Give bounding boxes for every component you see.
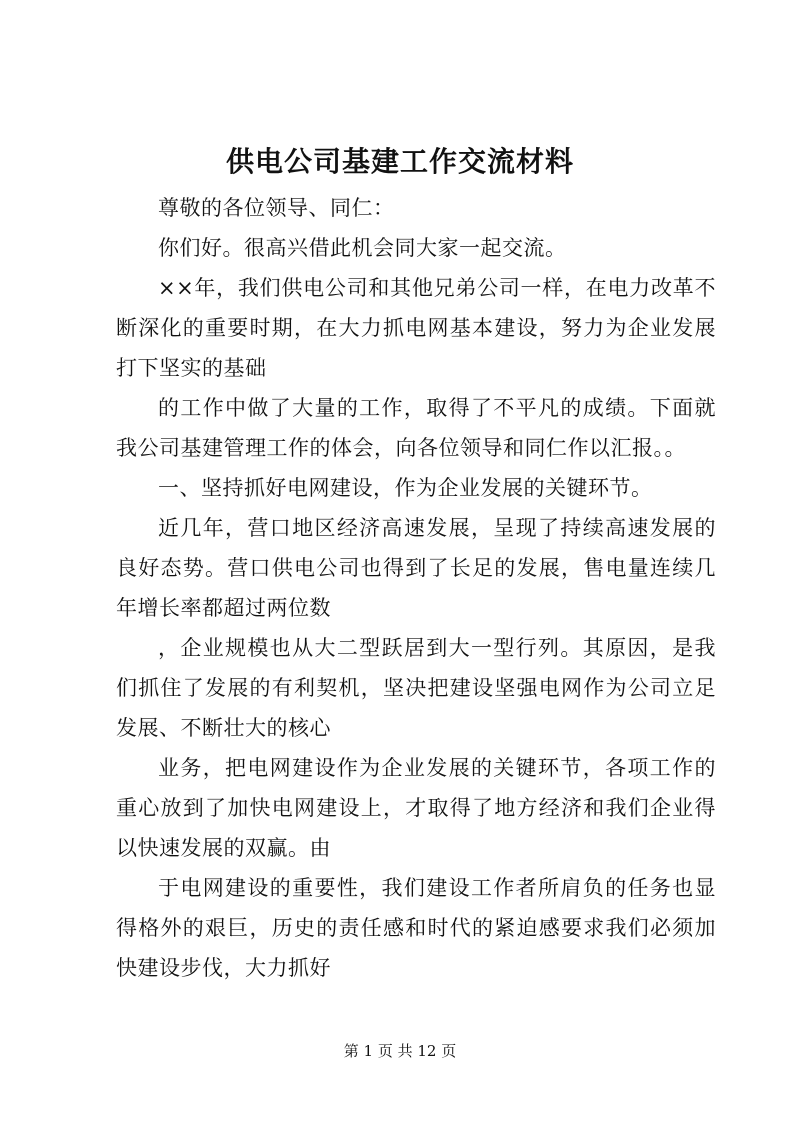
section-heading-1: 一、坚持抓好电网建设，作为企业发展的关键环节。 [158, 476, 653, 500]
paragraph-development: 近几年，营口地区经济高速发展，呈现了持续高速发展的良好态势。营口供电公司也得到了长足的发展，售电量连续几年增长率都超过两位数 [116, 516, 716, 620]
page-number-footer: 第 1 页 共 12 页 [343, 1042, 457, 1060]
paragraph-achievements: 的工作中做了大量的工作，取得了不平凡的成绩。下面就我公司基建管理工作的体会，向各位领导和同仁作以汇报。。 [116, 396, 716, 460]
paragraph-year-summary: ××年，我们供电公司和其他兄弟公司一样，在电力改革不断深化的重要时期，在大力抓电网基本建设，努力为企业发展打下坚实的基础 [116, 276, 716, 380]
document-body [116, 188, 716, 988]
paragraph-opening: 你们好。很高兴借此机会同大家一起交流。 [158, 236, 567, 260]
paragraph-importance: 于电网建设的重要性，我们建设工作者所肩负的任务也显得格外的艰巨，历史的责任感和时代的紧迫感要求我们必须加快建设步伐，大力抓好 [116, 876, 716, 980]
paragraph-scale: ，企业规模也从大二型跃居到大一型行列。其原因，是我们抓住了发展的有利契机，坚决把建设坚强电网作为公司立足发展、不断壮大的核心 [116, 636, 716, 740]
paragraph-greeting: 尊敬的各位领导、同仁： [158, 196, 395, 220]
paragraph-core-business: 业务，把电网建设作为企业发展的关键环节，各项工作的重心放到了加快电网建设上，才取得了地方经济和我们企业得以快速发展的双赢。由 [116, 756, 716, 860]
document-title: 供电公司基建工作交流材料 [225, 145, 574, 178]
